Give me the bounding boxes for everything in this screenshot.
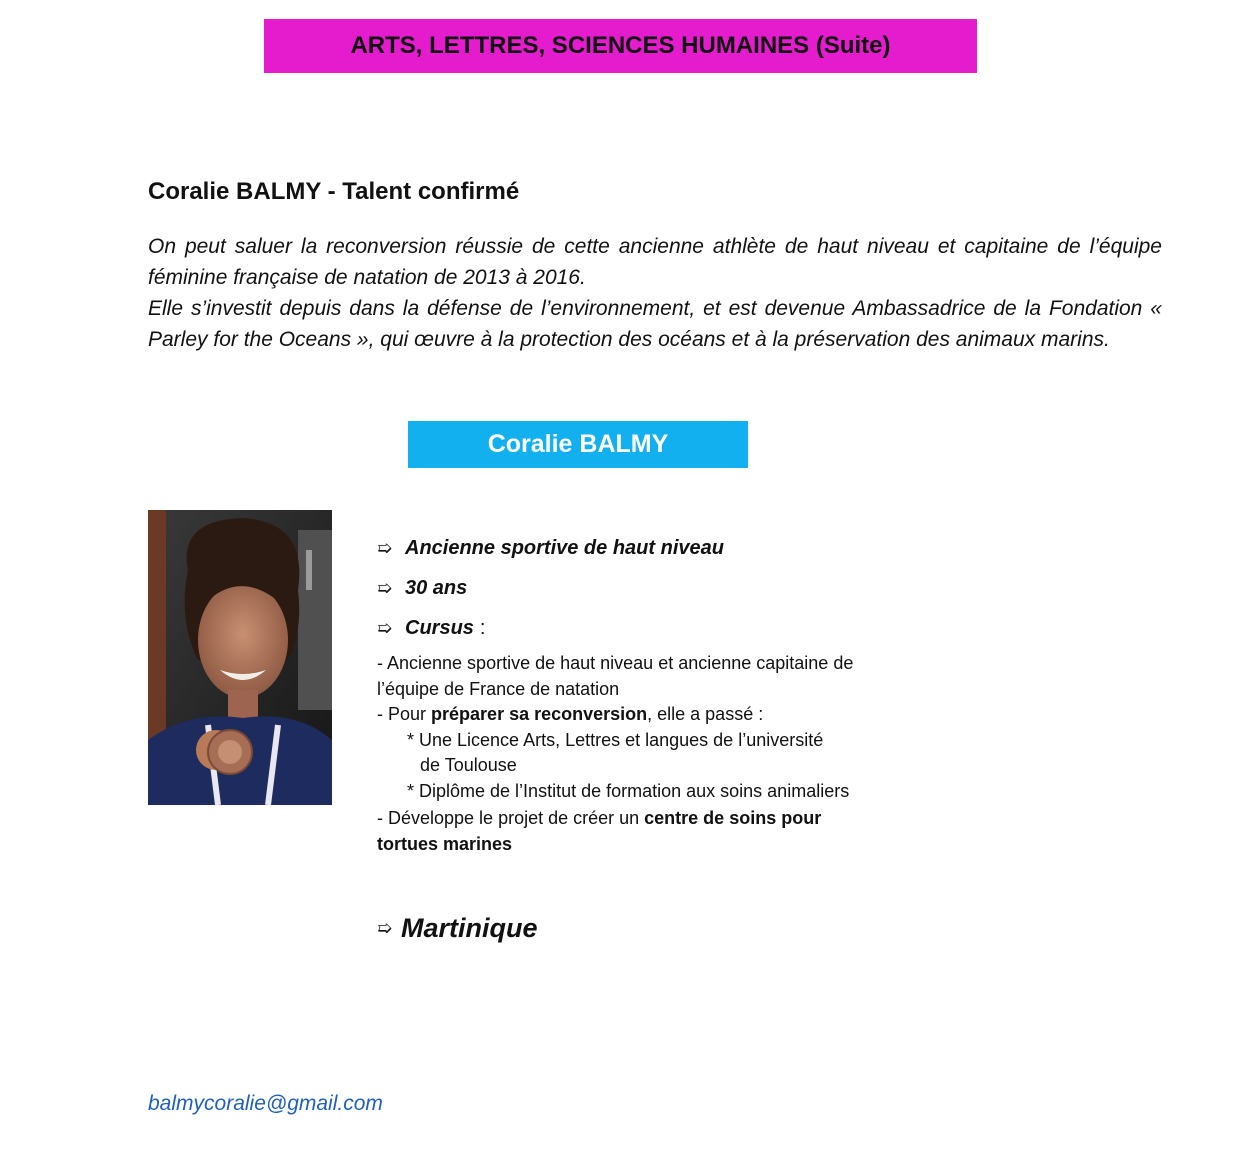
intro-text [148,231,1162,355]
section-banner [264,19,977,73]
cursus-emphasis: tortues marines [377,833,513,854]
location [377,913,538,944]
key-facts [377,528,937,648]
intro-paragraph-1: On peut saluer la reconversion réussie de cette ancienne athlète de haut niveau et capitaine de l’équipe féminine française de natation de 2013 à 2016. [148,235,1162,289]
cursus-line: * Une Licence Arts, Lettres et langues de l’université [407,729,824,750]
cursus-text: - Développe le projet de créer un [377,808,645,828]
name-banner-label: Coralie BALMY [487,430,669,458]
intro-paragraph-2: Elle s’investit depuis dans la défense de l’environnement, et est devenue Ambassadrice de la Fondation « Parley for the Oceans », qui œuvre à la protection des océans et à la préservation des animaux marins. [148,297,1162,351]
arrow-icon: ➯ [377,617,393,638]
profile-photo [148,510,332,805]
fact-cursus [377,608,937,648]
cursus-line [377,702,917,728]
cursus-line: * Diplôme de l’Institut de formation aux soins animaliers [407,780,850,801]
arrow-icon: ➯ [377,577,393,598]
profile-heading: Coralie BALMY - Talent confirmé [148,178,520,205]
location-text: Martinique [401,913,538,943]
cursus-line: l’équipe de France de natation [377,678,620,699]
section-banner-title: ARTS, LETTRES, SCIENCES HUMAINES (Suite) [350,32,891,59]
fact-age-text: 30 ans [405,576,468,599]
fact-cursus-colon: : [479,616,486,639]
cursus-text: , elle a passé : [647,704,764,724]
cursus-line [377,832,917,858]
cursus-emphasis: centre de soins pour [644,808,822,828]
fact-level [377,528,937,568]
cursus-line [377,806,917,832]
email-link[interactable]: balmycoralie@gmail.com [148,1092,383,1115]
fact-level-text: Ancienne sportive de haut niveau [405,536,724,559]
arrow-icon: ➯ [377,537,393,558]
arrow-icon: ➯ [377,918,393,938]
cursus-line: de Toulouse [420,755,517,775]
cursus-line: - Ancienne sportive de haut niveau et ancienne capitaine de [377,653,854,673]
fact-cursus-text: Cursus [405,616,474,639]
cursus-emphasis: préparer sa reconversion [431,704,648,724]
cursus-text: - Pour [377,704,432,724]
fact-age [377,568,937,608]
cursus-details [377,651,917,857]
name-banner [408,421,748,468]
